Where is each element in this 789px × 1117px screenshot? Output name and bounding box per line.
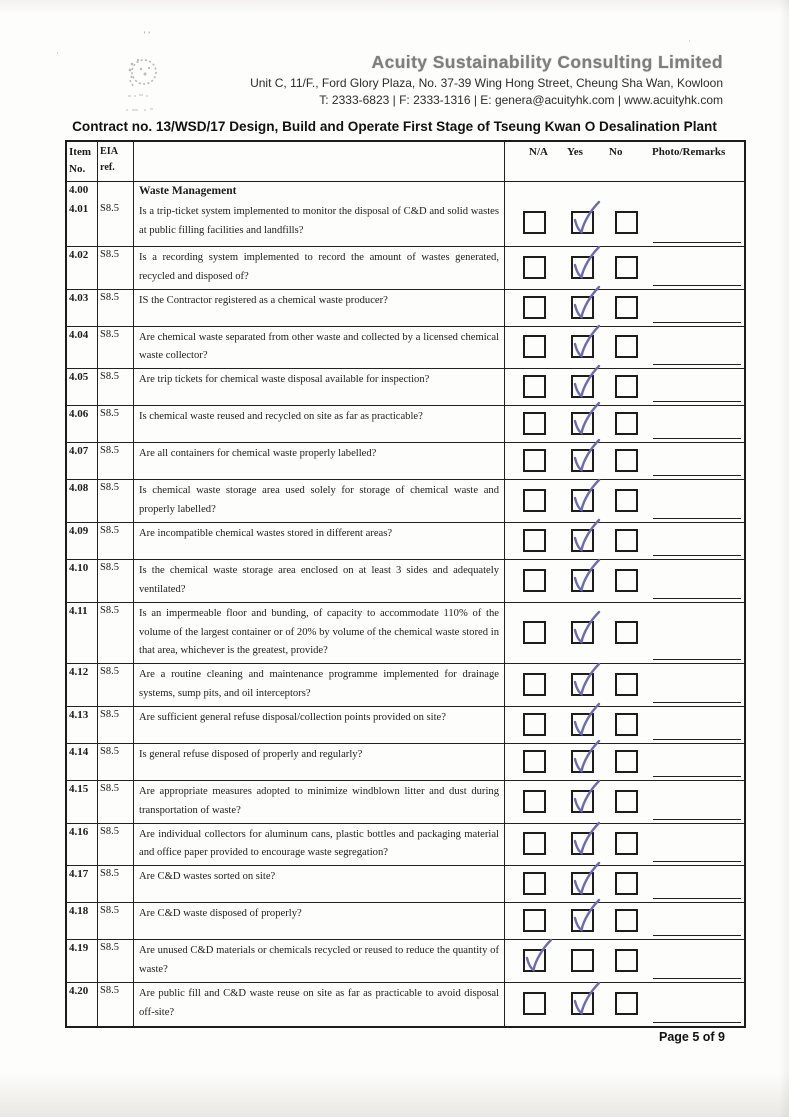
checklist-row [67, 664, 744, 707]
checklist-row [67, 560, 744, 603]
checkbox-na[interactable] [523, 569, 546, 592]
checklist-row [67, 824, 744, 867]
tick-mark-icon [571, 614, 601, 648]
eia-ref: S8.5 [98, 560, 134, 602]
tick-mark-icon [571, 249, 601, 283]
checkbox-yes[interactable] [571, 909, 594, 932]
checkbox-no[interactable] [615, 375, 638, 398]
question-text: Is an impermeable floor and bunding, of capacity to accommodate 110% of the volume of the largest container or of 20% by volume of the chemical waste stored in that area, whichever is the greatest, provide? [134, 603, 505, 664]
item-number: 4.17 [67, 866, 98, 902]
checkbox-yes[interactable] [571, 872, 594, 895]
checkbox-no[interactable] [615, 832, 638, 855]
checklist-row [67, 327, 744, 370]
checkbox-na[interactable] [523, 992, 546, 1015]
item-number: 4.19 [67, 940, 98, 982]
eia-ref: S8.5 [98, 201, 134, 246]
checkbox-no[interactable] [615, 489, 638, 512]
checklist-row [67, 443, 744, 480]
item-number: 4.01 [67, 201, 98, 246]
checkbox-yes[interactable] [571, 375, 594, 398]
checkbox-na[interactable] [523, 296, 546, 319]
checkbox-no[interactable] [615, 412, 638, 435]
checkbox-na[interactable] [523, 832, 546, 855]
question-text: Are C&D waste disposed of properly? [134, 903, 505, 939]
col-header-question [134, 142, 505, 181]
checkbox-no[interactable] [615, 211, 638, 234]
checkbox-no[interactable] [615, 909, 638, 932]
question-text: Are appropriate measures adopted to minimize windblown litter and dust during transportation of waste? [134, 781, 505, 823]
table-header-row [67, 142, 744, 182]
item-number: 4.18 [67, 903, 98, 939]
checkbox-na[interactable] [523, 909, 546, 932]
company-address: Unit C, 11/F., Ford Glory Plaza, No. 37-39 Wing Hong Street, Cheung Sha Wan, Kowloon [250, 76, 723, 90]
checkbox-yes[interactable] [571, 750, 594, 773]
question-text: Are sufficient general refuse disposal/collection points provided on site? [134, 707, 505, 743]
eia-ref: S8.5 [98, 443, 134, 479]
remarks-blank-line[interactable] [653, 861, 741, 862]
question-text: Are individual collectors for aluminum cans, plastic bottles and packaging material and office paper provided to encourage waste segregation? [134, 824, 505, 866]
remarks-blank-line[interactable] [653, 898, 741, 899]
checklist-row [67, 866, 744, 903]
checkbox-yes[interactable] [571, 713, 594, 736]
checkbox-no[interactable] [615, 569, 638, 592]
remarks-blank-line[interactable] [653, 242, 741, 243]
eia-ref: S8.5 [98, 369, 134, 405]
checkbox-no[interactable] [615, 872, 638, 895]
checkbox-no[interactable] [615, 296, 638, 319]
checkbox-no[interactable] [615, 790, 638, 813]
tick-mark-icon [571, 522, 601, 556]
tick-mark-icon [571, 328, 601, 362]
checkbox-na[interactable] [523, 529, 546, 552]
checklist-row [67, 744, 744, 781]
eia-ref: S8.5 [98, 707, 134, 743]
checkbox-no[interactable] [615, 750, 638, 773]
remarks-blank-line[interactable] [653, 935, 741, 936]
checkbox-yes[interactable] [571, 256, 594, 279]
col-header-answers [505, 142, 744, 181]
checkbox-yes[interactable] [571, 412, 594, 435]
eia-ref: S8.5 [98, 664, 134, 706]
checkbox-no[interactable] [615, 673, 638, 696]
tick-mark-icon [571, 289, 601, 323]
tick-mark-icon [571, 482, 601, 516]
question-text: Are chemical waste separated from other waste and collected by a licensed chemical waste collector? [134, 327, 505, 369]
checkbox-no[interactable] [615, 713, 638, 736]
checkbox-na[interactable] [523, 335, 546, 358]
checklist-row [67, 781, 744, 824]
remarks-blank-line[interactable] [653, 819, 741, 820]
checkbox-na[interactable] [523, 790, 546, 813]
item-number: 4.12 [67, 664, 98, 706]
audit-checklist-table [65, 140, 746, 1028]
tick-mark-icon [571, 368, 601, 402]
eia-ref: S8.5 [98, 290, 134, 326]
checklist-row [67, 523, 744, 560]
checkbox-na[interactable] [523, 750, 546, 773]
col-header-remarks: Photo/Remarks [652, 146, 726, 158]
checkbox-yes[interactable] [571, 621, 594, 644]
remarks-blank-line[interactable] [653, 475, 741, 476]
tick-mark-icon [571, 562, 601, 596]
checkbox-yes[interactable] [571, 489, 594, 512]
scan-speck: · [56, 48, 59, 58]
col-header-eia-ref: EIA ref. [98, 142, 134, 181]
checkbox-na[interactable] [523, 673, 546, 696]
tick-mark-icon [571, 743, 601, 777]
remarks-blank-line[interactable] [653, 555, 741, 556]
checkbox-yes[interactable] [571, 949, 594, 972]
tick-mark-icon [523, 942, 553, 976]
eia-ref: S8.5 [98, 903, 134, 939]
item-number: 4.07 [67, 443, 98, 479]
checklist-row [67, 247, 744, 290]
checklist-row [67, 369, 744, 406]
eia-ref: S8.5 [98, 866, 134, 902]
checkbox-na[interactable] [523, 412, 546, 435]
eia-ref: S8.5 [98, 480, 134, 522]
col-header-no: No [609, 146, 623, 158]
tick-mark-icon [571, 706, 601, 740]
remarks-blank-line[interactable] [653, 1022, 741, 1023]
remarks-blank-line[interactable] [653, 322, 741, 323]
checkbox-no[interactable] [615, 529, 638, 552]
item-number: 4.16 [67, 824, 98, 866]
checkbox-no[interactable] [615, 335, 638, 358]
question-text: Is chemical waste reused and recycled on site as far as practicable? [134, 406, 505, 442]
page-number: Page 5 of 9 [659, 1030, 725, 1044]
question-text: IS the Contractor registered as a chemical waste producer? [134, 290, 505, 326]
item-number: 4.02 [67, 247, 98, 289]
remarks-blank-line[interactable] [653, 285, 741, 286]
remarks-blank-line[interactable] [653, 438, 741, 439]
question-text: Is a recording system implemented to record the amount of wastes generated, recycled and disposed of? [134, 247, 505, 289]
checkbox-na[interactable] [523, 449, 546, 472]
checkbox-yes[interactable] [571, 296, 594, 319]
tick-mark-icon [571, 985, 601, 1019]
eia-ref: S8.5 [98, 744, 134, 780]
checklist-row [67, 603, 744, 665]
scan-speck: · [688, 36, 691, 46]
col-header-item-no: Item No. [67, 142, 98, 181]
checklist-row [67, 983, 744, 1026]
question-text: Is chemical waste storage area used solely for storage of chemical waste and properly labelled? [134, 480, 505, 522]
company-contact: T: 2333-6823 | F: 2333-1316 | E: genera@acuityhk.com | www.acuityhk.com [319, 93, 723, 107]
eia-ref: S8.5 [98, 781, 134, 823]
checkbox-yes[interactable] [571, 992, 594, 1015]
checkbox-na[interactable] [523, 949, 546, 972]
checkbox-yes[interactable] [571, 529, 594, 552]
question-text: Is the chemical waste storage area enclosed on at least 3 sides and adequately ventilated? [134, 560, 505, 602]
checklist-row [67, 707, 744, 744]
letterhead [0, 50, 789, 120]
item-number: 4.03 [67, 290, 98, 326]
eia-ref: S8.5 [98, 523, 134, 559]
company-name: Acuity Sustainability Consulting Limited [371, 52, 723, 72]
item-number: 4.08 [67, 480, 98, 522]
checklist-row [67, 290, 744, 327]
checklist-row [67, 940, 744, 983]
eia-ref: S8.5 [98, 940, 134, 982]
checklist-row [67, 201, 744, 247]
checkbox-na[interactable] [523, 713, 546, 736]
section-row-waste-management [67, 182, 744, 201]
tick-mark-icon [571, 783, 601, 817]
checklist-row [67, 406, 744, 443]
checkbox-na[interactable] [523, 872, 546, 895]
checklist-rows [67, 201, 744, 1026]
remarks-blank-line[interactable] [653, 978, 741, 979]
remarks-blank-line[interactable] [653, 518, 741, 519]
remarks-blank-line[interactable] [653, 739, 741, 740]
checkbox-yes[interactable] [571, 211, 594, 234]
tick-mark-icon [571, 442, 601, 476]
tick-mark-icon [571, 204, 601, 238]
eia-ref: S8.5 [98, 327, 134, 369]
eia-ref: S8.5 [98, 603, 134, 664]
checklist-row [67, 480, 744, 523]
item-number: 4.15 [67, 781, 98, 823]
item-number: 4.14 [67, 744, 98, 780]
item-number: 4.06 [67, 406, 98, 442]
item-number: 4.10 [67, 560, 98, 602]
checkbox-na[interactable] [523, 375, 546, 398]
remarks-blank-line[interactable] [653, 776, 741, 777]
checkbox-yes[interactable] [571, 790, 594, 813]
remarks-blank-line[interactable] [653, 598, 741, 599]
question-text: Are public fill and C&D waste reuse on site as far as practicable to avoid disposal off-site? [134, 983, 505, 1026]
item-number: 4.05 [67, 369, 98, 405]
tick-mark-icon [571, 825, 601, 859]
item-number: 4.04 [67, 327, 98, 369]
remarks-blank-line[interactable] [653, 659, 741, 660]
col-header-yes: Yes [567, 146, 583, 158]
checkbox-yes[interactable] [571, 449, 594, 472]
question-text: Are C&D wastes sorted on site? [134, 866, 505, 902]
question-text: Are trip tickets for chemical waste disposal available for inspection? [134, 369, 505, 405]
eia-ref: S8.5 [98, 247, 134, 289]
eia-ref: S8.5 [98, 824, 134, 866]
tick-mark-icon [571, 405, 601, 439]
checkbox-na[interactable] [523, 489, 546, 512]
tick-mark-icon [571, 902, 601, 936]
remarks-blank-line[interactable] [653, 702, 741, 703]
tick-mark-icon [571, 666, 601, 700]
scan-speck: ’ ’ [143, 30, 151, 40]
checkbox-na[interactable] [523, 621, 546, 644]
checkbox-yes[interactable] [571, 673, 594, 696]
checklist-row [67, 903, 744, 940]
question-text: Are incompatible chemical wastes stored in different areas? [134, 523, 505, 559]
remarks-blank-line[interactable] [653, 364, 741, 365]
checkbox-no[interactable] [615, 449, 638, 472]
checkbox-no[interactable] [615, 256, 638, 279]
item-number: 4.09 [67, 523, 98, 559]
eia-ref: S8.5 [98, 406, 134, 442]
item-number: 4.13 [67, 707, 98, 743]
question-text: Are a routine cleaning and maintenance programme implemented for drainage systems, sump pits, and oil interceptors? [134, 664, 505, 706]
item-number: 4.20 [67, 983, 98, 1026]
section-title: Waste Management [134, 182, 505, 201]
question-text: Are unused C&D materials or chemicals recycled or reused to reduce the quantity of waste? [134, 940, 505, 982]
col-header-na: N/A [529, 146, 548, 158]
tick-mark-icon [571, 865, 601, 899]
remarks-blank-line[interactable] [653, 401, 741, 402]
checkbox-no[interactable] [615, 949, 638, 972]
eia-ref: S8.5 [98, 983, 134, 1026]
checkbox-yes[interactable] [571, 569, 594, 592]
question-text: Are all containers for chemical waste properly labelled? [134, 443, 505, 479]
checkbox-na[interactable] [523, 211, 546, 234]
checkbox-yes[interactable] [571, 832, 594, 855]
question-text: Is a trip-ticket system implemented to monitor the disposal of C&D and solid wastes at public filling facilities and landfills? [134, 201, 505, 246]
contract-title: Contract no. 13/WSD/17 Design, Build and Operate First Stage of Tseung Kwan O Desalination Plant [72, 119, 717, 134]
checkbox-na[interactable] [523, 256, 546, 279]
checkbox-yes[interactable] [571, 335, 594, 358]
section-item-no: 4.00 [67, 182, 98, 201]
checkbox-no[interactable] [615, 621, 638, 644]
scan-speck: · [64, 992, 67, 1002]
item-number: 4.11 [67, 603, 98, 664]
question-text: Is general refuse disposed of properly and regularly? [134, 744, 505, 780]
checkbox-no[interactable] [615, 992, 638, 1015]
